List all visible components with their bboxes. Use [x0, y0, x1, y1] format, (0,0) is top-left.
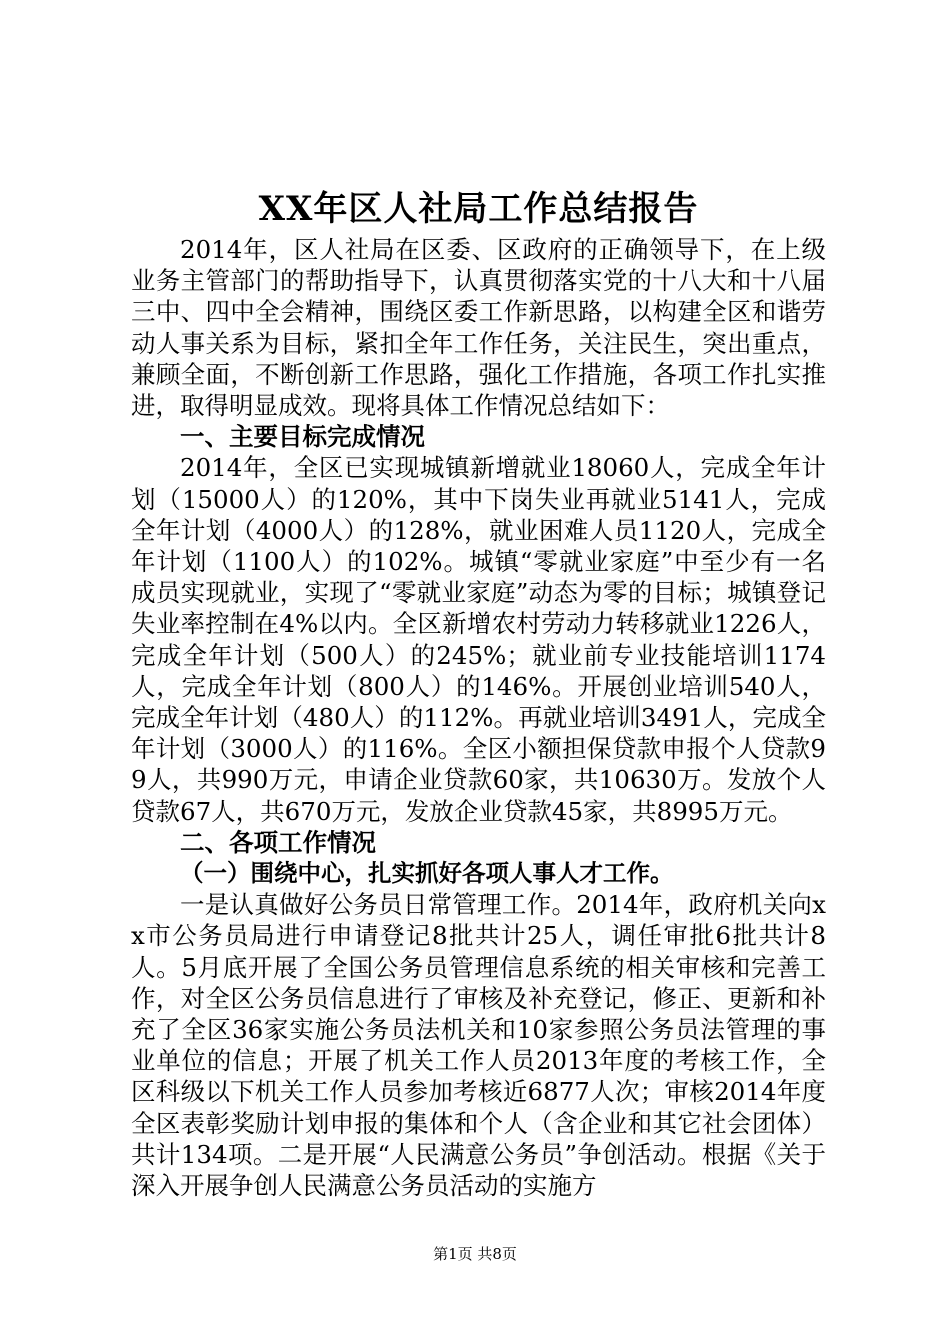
intro-paragraph: 2014年，区人社局在区委、区政府的正确领导下，在上级业务主管部门的帮助指导下，认真贯彻落实党的十八大和十八届三中、四中全会精神，围绕区委工作新思路，以构建全区和谐劳动人事关系为目标，紧扣全年工作任务，关注民生，突出重点，兼顾全面，不断创新工作思路，强化工作措施，各项工作扎实推进，取得明显成效。现将具体工作情况总结如下： [131, 235, 826, 421]
section-heading-1: 一、主要目标完成情况 [180, 422, 425, 452]
subsection-heading-1: （一）围绕中心，扎实抓好各项人事人才工作。 [180, 859, 674, 888]
page-footer: 第1页 共8页 [433, 1245, 517, 1263]
document-title: XX年区人社局工作总结报告 [258, 189, 699, 229]
document-page [131, 186, 826, 1201]
section-2-paragraph: 一是认真做好公务员日常管理工作。2014年，政府机关向xx市公务员局进行申请登记8批共计25人，调任审批6批共计8人。5月底开展了全国公务员管理信息系统的相关审核和完善工作，对全区公务员信息进行了审核及补充登记，修正、更新和补充了全区36家实施公务员法机关和10家参照公务员法管理的事业单位的信息；开展了机关工作人员2013年度的考核工作，全区科级以下机关工作人员参加考核近6877人次；审核2014年度全区表彰奖励计划申报的集体和个人（含企业和其它社会团体）共计134项。二是开展“人民满意公务员”争创活动。根据《关于深入开展争创人民满意公务员活动的实施方 [131, 890, 826, 1201]
section-1-paragraph: 2014年，全区已实现城镇新增就业18060人，完成全年计划（15000人）的120%，其中下岗失业再就业5141人，完成全年计划（4000人）的128%，就业困难人员1120人，完成全年计划（1100人）的102%。城镇“零就业家庭”中至少有一名成员实现就业，实现了“零就业家庭”动态为零的目标；城镇登记失业率控制在4%以内。全区新增农村劳动力转移就业1226人，完成全年计划（500人）的245%；就业前专业技能培训1174人，完成全年计划（800人）的146%。开展创业培训540人，完成全年计划（480人）的112%。再就业培训3491人，完成全年计划（3000人）的116%。全区小额担保贷款申报个人贷款99人，共990万元，申请企业贷款60家，共10630万。发放个人贷款67人，共670万元，发放企业贷款45家，共8995万元。 [131, 453, 826, 826]
section-heading-2: 二、各项工作情况 [180, 827, 376, 857]
